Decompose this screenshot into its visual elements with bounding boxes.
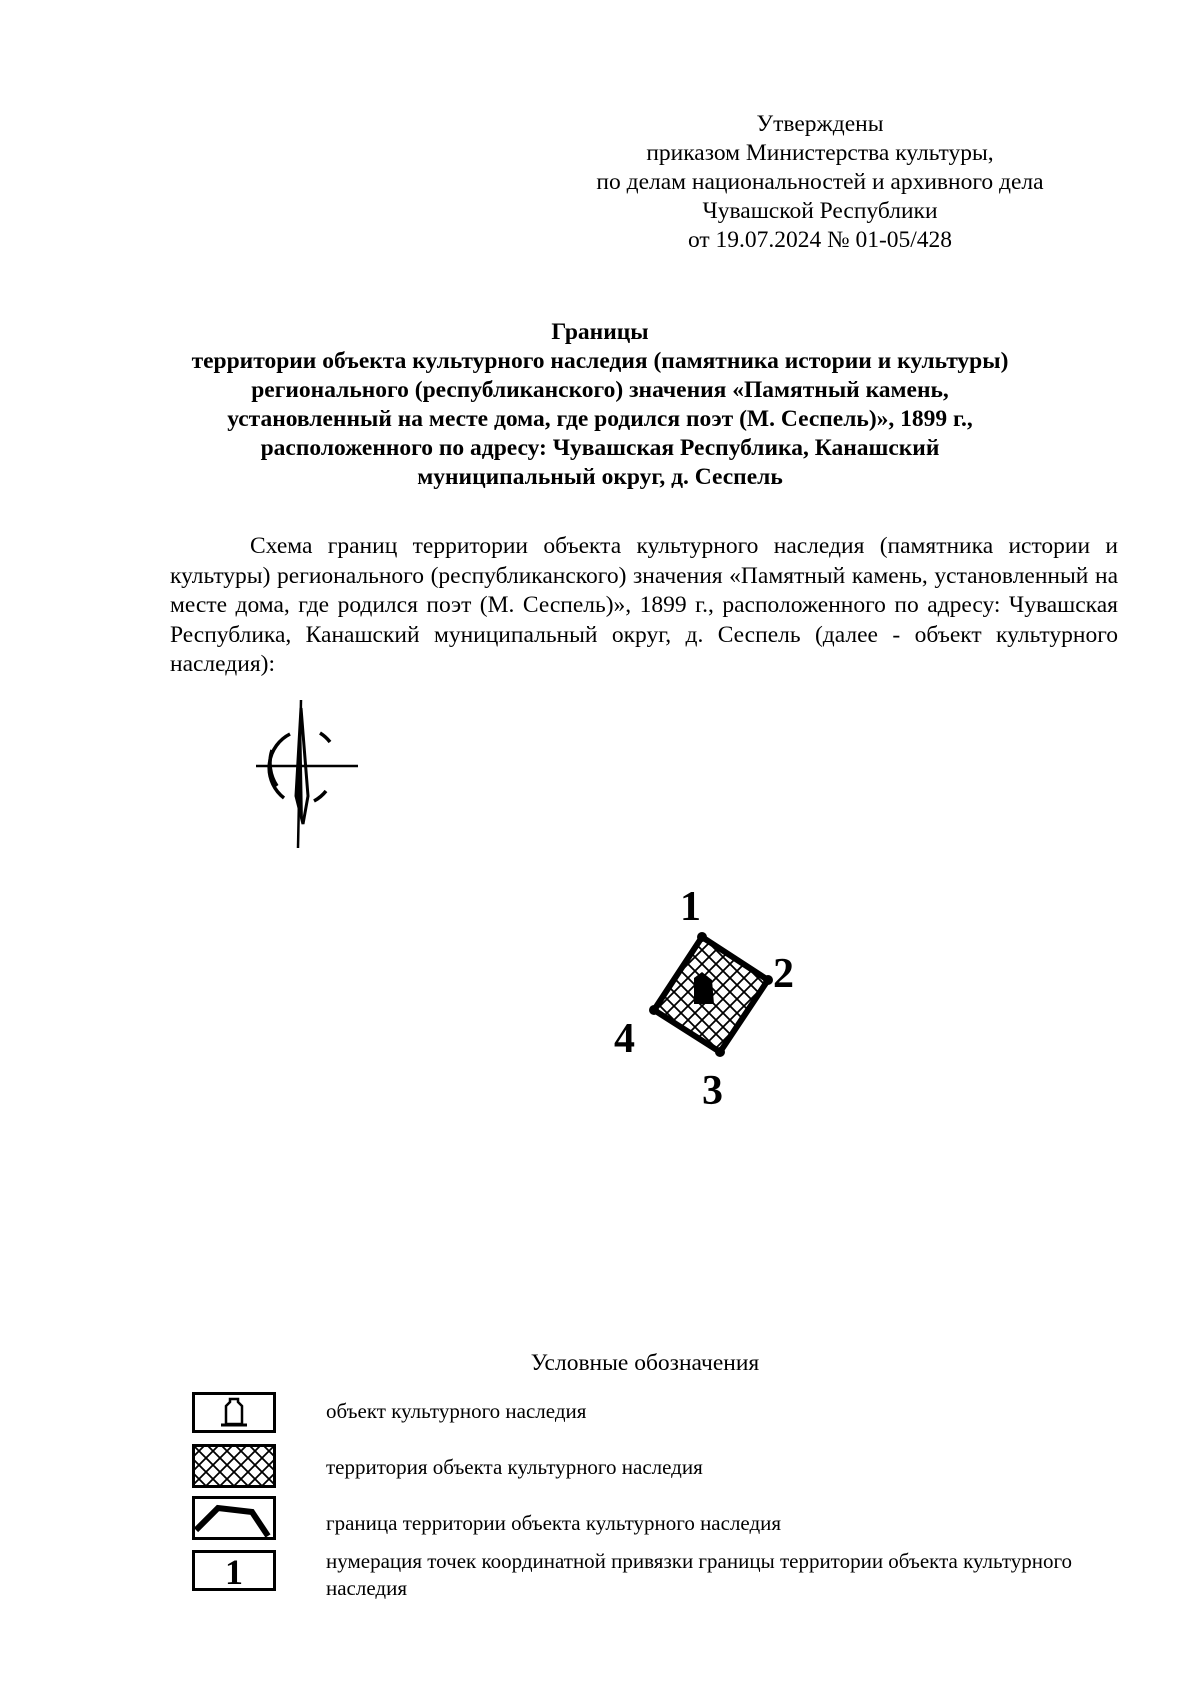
point-label-4: 4 [614, 1016, 635, 1062]
legend-text: граница территории объекта культурного наследия [326, 1511, 782, 1535]
legend-text: объект культурного наследия [326, 1399, 587, 1423]
point-number-label: 1 [225, 1552, 243, 1592]
approval-block [560, 110, 1080, 255]
document-heading [150, 318, 1050, 492]
point-label-3: 3 [702, 1068, 723, 1114]
heading-line: расположенного по адресу: Чувашская Республика, Канашский [260, 435, 940, 461]
point-label-2: 2 [773, 951, 794, 997]
boundary-line-icon [192, 1496, 276, 1540]
approval-line: Утверждены [756, 111, 884, 137]
intro-paragraph: Схема границ территории объекта культурного наследия (памятника истории и культуры) регионального (республиканского) значения «Памятный камень, установленный на месте дома, где родился поэт (М. Сеспель)», 1899 г., расположенного по адресу: Чувашская Республика, Канашский муниципальный округ, д. Сеспель (далее - объект культурного наследия): [170, 533, 1118, 677]
legend-text: нумерация точек координатной привязки границы территории объекта культурного наследия [326, 1549, 1073, 1600]
legend-text: территория объекта культурного наследия [326, 1455, 703, 1479]
north-arrow-icon [250, 700, 360, 860]
approval-line: Чувашской Республики [702, 198, 938, 224]
heading-line: Границы [551, 319, 649, 345]
approval-line: от 19.07.2024 № 01-05/428 [687, 227, 953, 253]
heading-line: муниципальный округ, д. Сеспель [417, 464, 783, 490]
territory-scheme [590, 880, 830, 1140]
approval-line: приказом Министерства культуры, [646, 140, 994, 166]
crosshatch-pattern-icon [192, 1444, 276, 1488]
legend-title: Условные обозначения [530, 1350, 760, 1376]
approval-line: по делам национальностей и архивного дела [596, 169, 1044, 195]
heading-line: установленный на месте дома, где родился поэт (М. Сеспель)», 1899 г., [227, 406, 973, 432]
monument-icon [192, 1392, 276, 1434]
point-number-icon [192, 1550, 276, 1592]
heading-line: территории объекта культурного наследия (памятника истории и культуры) [191, 348, 1009, 374]
heading-line: регионального (республиканского) значения «Памятный камень, [251, 377, 949, 403]
point-label-1: 1 [680, 884, 701, 930]
